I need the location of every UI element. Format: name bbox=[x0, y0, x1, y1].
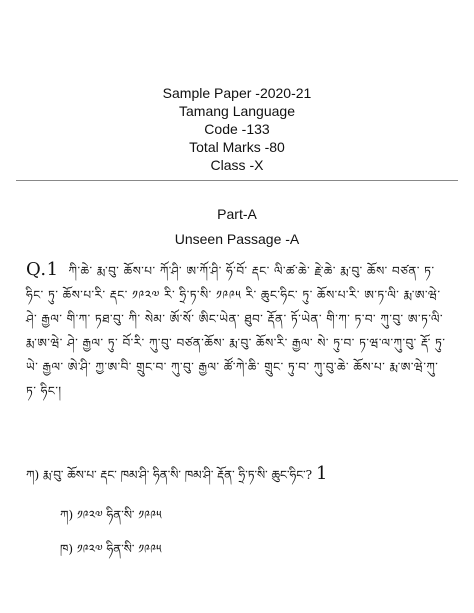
language-name: Tamang Language bbox=[179, 103, 295, 119]
section-title: Unseen Passage -A bbox=[174, 231, 300, 247]
header-divider bbox=[16, 180, 458, 181]
question-number: Q.1 bbox=[26, 259, 59, 280]
option-b bbox=[60, 536, 162, 570]
option-label: ཁ) bbox=[60, 542, 74, 556]
paper-title: Sample Paper -2020-21 bbox=[162, 85, 312, 101]
question-1 bbox=[26, 462, 456, 496]
passage-text: ཀི་ཆེ་ རྨ་བུ་ ཆོས་པ་ ཀོ་ཤི་ ཨ་ཀོ་ཤི་ ཧོ་བོ་ རྡང་ ལི་ཚ་ཆེ་ རྗེ་ཆེ་ རྨ་བུ་ ཆོས་ བཙན་ ཏ་ཧིང་ ཏུ་ ཆོས་པ་རི་ རྡང་ ༡༩༢༧ རི་ ཧྲི་ཏ་སི་ ༡༩༩༥ རི་ ཆུང་ཧིང་ ཏུ་ ཆོས་པ་རི་ ཨ་ཏ་ལི་ རྨ་ཨ་ཝེ་ ཤེ་ རྒྱལ་ གི་ཀ་ ཏཐ་བུ་ ཀི་ སེམ་ ཨོ་སོ་ ཨིང་ཡེན་ ཐུབ་ རྡོན་ ཏོ་ཡེན་ གི་ཀ་ ཏ་བ་ ཀུ་བུ་ ཨ་ཏ་ལི་ རྨ་ཨ་ཝེ་ ཤེ་ རྒྱལ་ ཏུ་ བོ་རི་ ཀུ་བུ་ བཙན་ཆོས་ རྨ་བུ་ ཆོས་རི་ རྒྱལ་ སེ་ ཏུ་བ་ ཏ་ཝ་ལ་ཀུ་བུ་ རྡོ་ ཏུ་ཡེ་ རྒྱལ་ ཨེ་ཤི་ ཀྱ་ཨ་བི་ གྲུང་བ་ ཀུ་བུ་ རྒྱལ་ ཚོ་ཀེ་ཆི་ གྲུང་ ཏུ་བ་ ཀུ་བུ་ཆེ་ ཆོས་པ་ རྨ་ཨ་ཝེ་ཀུ་ ཏ་ ཧིང་། bbox=[26, 264, 446, 398]
question-prefix: ཀ) bbox=[26, 468, 40, 482]
question-text: རྨ་བུ་ ཆོས་པ་ རྡང་ ཁམ་ཤི་ ཧིན་སི་ ཁམ་ཤི་ རྡོན་ ཧྲི་ཏ་སི་ ཆུང་ཧིང་? bbox=[42, 468, 313, 482]
paper-header bbox=[0, 84, 474, 174]
option-a bbox=[60, 502, 162, 536]
total-marks: Total Marks -80 bbox=[189, 139, 285, 155]
question-marks: 1 bbox=[315, 463, 328, 484]
option-label: ཀ) bbox=[60, 508, 74, 522]
subject-code: Code -133 bbox=[204, 121, 270, 137]
unseen-passage bbox=[26, 258, 450, 403]
class-label: Class -X bbox=[210, 157, 264, 173]
part-heading: Part-A bbox=[217, 206, 257, 222]
option-text: ༡༩༢༧ ཧིན་སི་ ༡༩༩༥ bbox=[76, 508, 162, 522]
option-text: ༡༩༢༧ ཧིན་སི་ ༡༩༩༥ bbox=[76, 542, 162, 556]
